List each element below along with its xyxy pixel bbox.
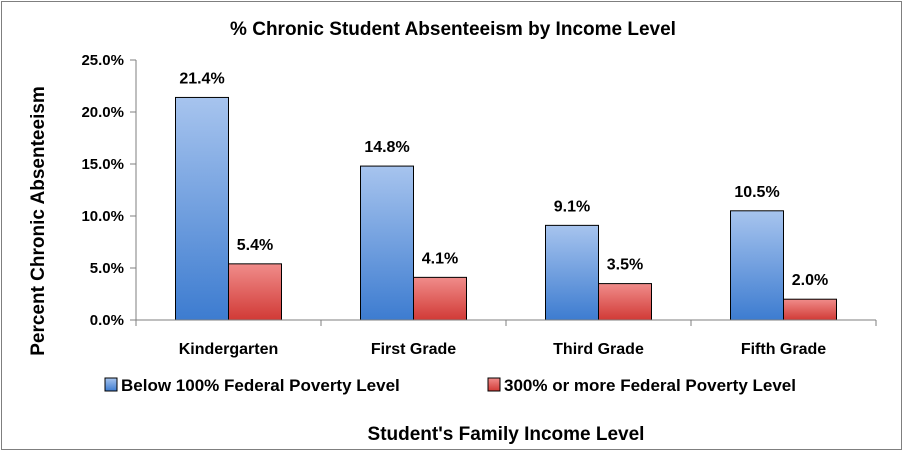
- legend-swatch-300-or-more: [488, 378, 500, 391]
- y-tick-label: 5.0%: [89, 260, 124, 277]
- data-label: 3.5%: [606, 256, 644, 274]
- bars-group: [176, 97, 837, 320]
- legend-label-below-100: Below 100% Federal Poverty Level: [121, 376, 400, 395]
- data-label: 2.0%: [791, 272, 829, 290]
- x-tick-label: Third Grade: [553, 341, 644, 358]
- data-label: 10.5%: [734, 183, 780, 201]
- y-tick-label: 0.0%: [89, 312, 124, 329]
- y-tick-label: 20.0%: [81, 104, 124, 121]
- data-label: 4.1%: [421, 250, 459, 268]
- x-tick-label: Fifth Grade: [740, 341, 827, 358]
- bar-300-or-more-first-grade: [414, 277, 467, 320]
- x-tick-label: Kindergarten: [178, 341, 279, 358]
- x-axis: [136, 320, 876, 358]
- bar-below-100-fifth-grade: [731, 211, 784, 320]
- bar-300-or-more-fifth-grade: [784, 299, 837, 320]
- bar-300-or-more-kindergarten: [229, 264, 282, 320]
- y-tick-label: 10.0%: [81, 208, 124, 225]
- data-label: 14.8%: [364, 139, 410, 157]
- y-tick-label: 15.0%: [81, 156, 124, 173]
- y-tick-label: 25.0%: [81, 52, 124, 69]
- bar-below-100-first-grade: [361, 166, 414, 320]
- bar-below-100-third-grade: [546, 225, 599, 320]
- chart-title: % Chronic Student Absenteeism by Income Level: [230, 19, 676, 40]
- data-label: 5.4%: [236, 236, 274, 254]
- data-label: 9.1%: [553, 198, 591, 216]
- bar-300-or-more-third-grade: [599, 284, 652, 320]
- bar-below-100-kindergarten: [176, 97, 229, 320]
- legend: [105, 376, 796, 395]
- legend-swatch-below-100: [105, 378, 117, 391]
- y-axis: [81, 52, 136, 329]
- x-axis-title: Student's Family Income Level: [367, 424, 645, 445]
- y-axis-title: Percent Chronic Absenteeism: [28, 86, 49, 356]
- legend-label-300-or-more: 300% or more Federal Poverty Level: [504, 376, 796, 395]
- x-tick-label: First Grade: [370, 341, 457, 358]
- data-label: 21.4%: [179, 70, 225, 88]
